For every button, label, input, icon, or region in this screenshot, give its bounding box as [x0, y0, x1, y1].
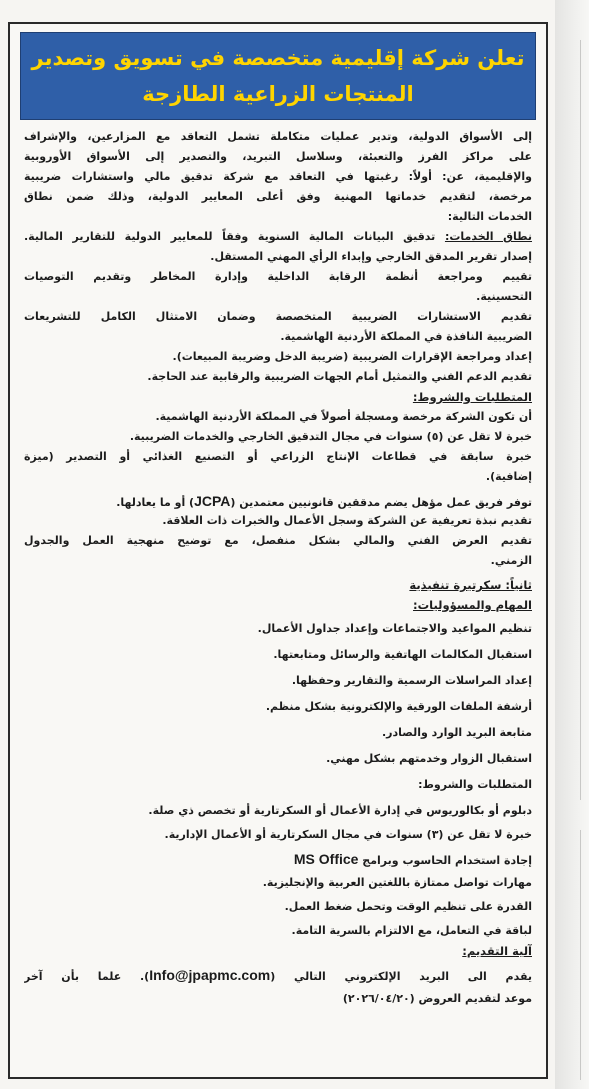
task-item: متابعة البريد الوارد والصادر. [381, 726, 532, 739]
requirement-item-jcpa [24, 491, 532, 511]
secretary-requirement-item: دبلوم أو بكالوريوس في إدارة الأعمال أو السكرتارية أو تخصص ذي صلة. [148, 804, 532, 817]
services-item: إعداد ومراجعة الإقرارات الضريبية (ضريبة الدخل وضريبة المبيعات). [172, 350, 532, 363]
headline-line-1: تعلن شركة إقليمية متخصصة في تسويق وتصدير [31, 46, 525, 70]
secretary-requirement-item: خبرة لا تقل عن (٣) سنوات في مجال السكرتارية أو الأعمال الإدارية. [164, 828, 532, 841]
page-edge [555, 0, 589, 1089]
jcpa-text-after: ) أو ما يعادلها. [116, 496, 195, 509]
services-item: الضريبية النافذة في المملكة الأردنية الهاشمية. [280, 330, 532, 343]
apply-line [24, 965, 532, 985]
ad-body [24, 127, 532, 1067]
services-item: تدقيق البيانات المالية السنوية وفقاً للمعايير الدولية للتقارير المالية. [24, 230, 436, 243]
apply-heading: آلية التقديم: [462, 944, 532, 958]
column-rule [580, 830, 581, 1080]
task-item: أرشفة الملفات الورقية والإلكترونية بشكل منظم. [265, 700, 532, 713]
apply-email-link[interactable]: Info@jpapmc.com [149, 967, 271, 983]
jcpa-text-before: توفر فريق عمل مؤهل يضم مدققين قانونيين معتمدين ( [230, 496, 532, 509]
apply-text-before: يقدم الى البريد الإلكتروني التالي ( [270, 970, 532, 983]
intro-line: إلى الأسواق الدولية، وتدير عمليات متكاملة تشمل التعاقد مع المزارعين، والإشراف [24, 130, 532, 143]
requirement-item: تقديم العرض الفني والمالي بشكل منفصل، مع توضيح منهجية العمل والجدول [24, 534, 532, 547]
services-item: تقديم الاستشارات الضريبية المتخصصة وضمان الامتثال الكامل للتشريعات [24, 310, 532, 323]
ms-office-text-before: إجادة استخدام الحاسوب وبرامج [358, 854, 532, 867]
task-item: إعداد المراسلات الرسمية والتقارير وحفظها. [291, 674, 532, 687]
tasks-heading: المهام والمسؤوليات: [413, 598, 532, 612]
headline-line-2: المنتجات الزراعية الطازجة [142, 82, 414, 106]
secretary-requirements-heading: المتطلبات والشروط: [418, 778, 532, 791]
requirement-item: أن تكون الشركة مرخصة ومسجلة أصولاً في المملكة الأردنية الهاشمية. [155, 410, 532, 423]
ms-office-name: MS Office [293, 851, 359, 867]
requirement-item: تقديم نبذة تعريفية عن الشركة وسجل الأعمال والخبرات ذات العلاقة. [162, 514, 532, 527]
services-label: نطاق الخدمات: [444, 230, 532, 243]
requirement-item: إضافية). [485, 470, 532, 483]
intro-line: مرخصة، لتقديم خدماتها المهنية وفق أعلى المعايير الدولية، وذلك ضمن نطاق [24, 190, 532, 203]
requirement-item: الزمني. [490, 554, 532, 567]
services-item: تقديم الدعم الفني والتمثيل أمام الجهات الضريبية والرقابية عند الحاجة. [147, 370, 532, 383]
intro-line: الخدمات التالية: [447, 210, 532, 223]
jcpa-code: JCPA [194, 493, 231, 509]
secretary-requirement-item: مهارات تواصل ممتازة باللغتين العربية والإنجليزية. [262, 876, 532, 889]
apply-text-after: ). علما بأن آخر [24, 970, 150, 983]
requirement-item: خبرة سابقة في قطاعات الإنتاج الزراعي أو التصنيع الغذائي أو التصدير (ميزة [24, 450, 532, 463]
column-rule [580, 40, 581, 800]
intro-line: على مراكز الفرز والتعبئة، وسلاسل التبريد، والتصدير إلى الأسواق الأوروبية [24, 150, 532, 163]
requirements-heading: المتطلبات والشروط: [412, 390, 532, 404]
secretary-requirement-ms-office [24, 849, 532, 869]
secretary-requirement-item: لباقة في التعامل، مع الالتزام بالسرية التامة. [291, 924, 532, 937]
services-first-item [24, 227, 532, 247]
services-item: التحسينية. [476, 290, 532, 303]
secretary-heading: ثانياً: سكرتيرة تنفيذية [409, 578, 532, 592]
task-item: استقبال الزوار وخدمتهم بشكل مهني. [326, 752, 532, 765]
intro-line: والإقليمية، عن: أولاً: رغبتها في التعاقد مع شركة تدقيق مالي واستشارات ضريبية [24, 170, 532, 183]
secretary-requirement-item: القدرة على تنظيم الوقت وتحمل ضغط العمل. [284, 900, 532, 913]
task-item: استقبال المكالمات الهاتفية والرسائل ومتابعتها. [273, 648, 532, 661]
services-item: إصدار تقرير المدقق الخارجي وإبداء الرأي المهني المستقل. [210, 250, 532, 263]
services-item: تقييم ومراجعة أنظمة الرقابة الداخلية وإدارة المخاطر وتقديم التوصيات [24, 270, 532, 283]
apply-deadline: موعد لتقديم العروض (٢٠٢٦/٠٤/٢٠) [342, 992, 532, 1005]
advertisement-frame [8, 22, 548, 1079]
ad-header-banner [20, 32, 536, 120]
task-item: تنظيم المواعيد والاجتماعات وإعداد جداول الأعمال. [257, 622, 532, 635]
requirement-item: خبرة لا تقل عن (٥) سنوات في مجال التدقيق الخارجي والخدمات الضريبية. [129, 430, 532, 443]
